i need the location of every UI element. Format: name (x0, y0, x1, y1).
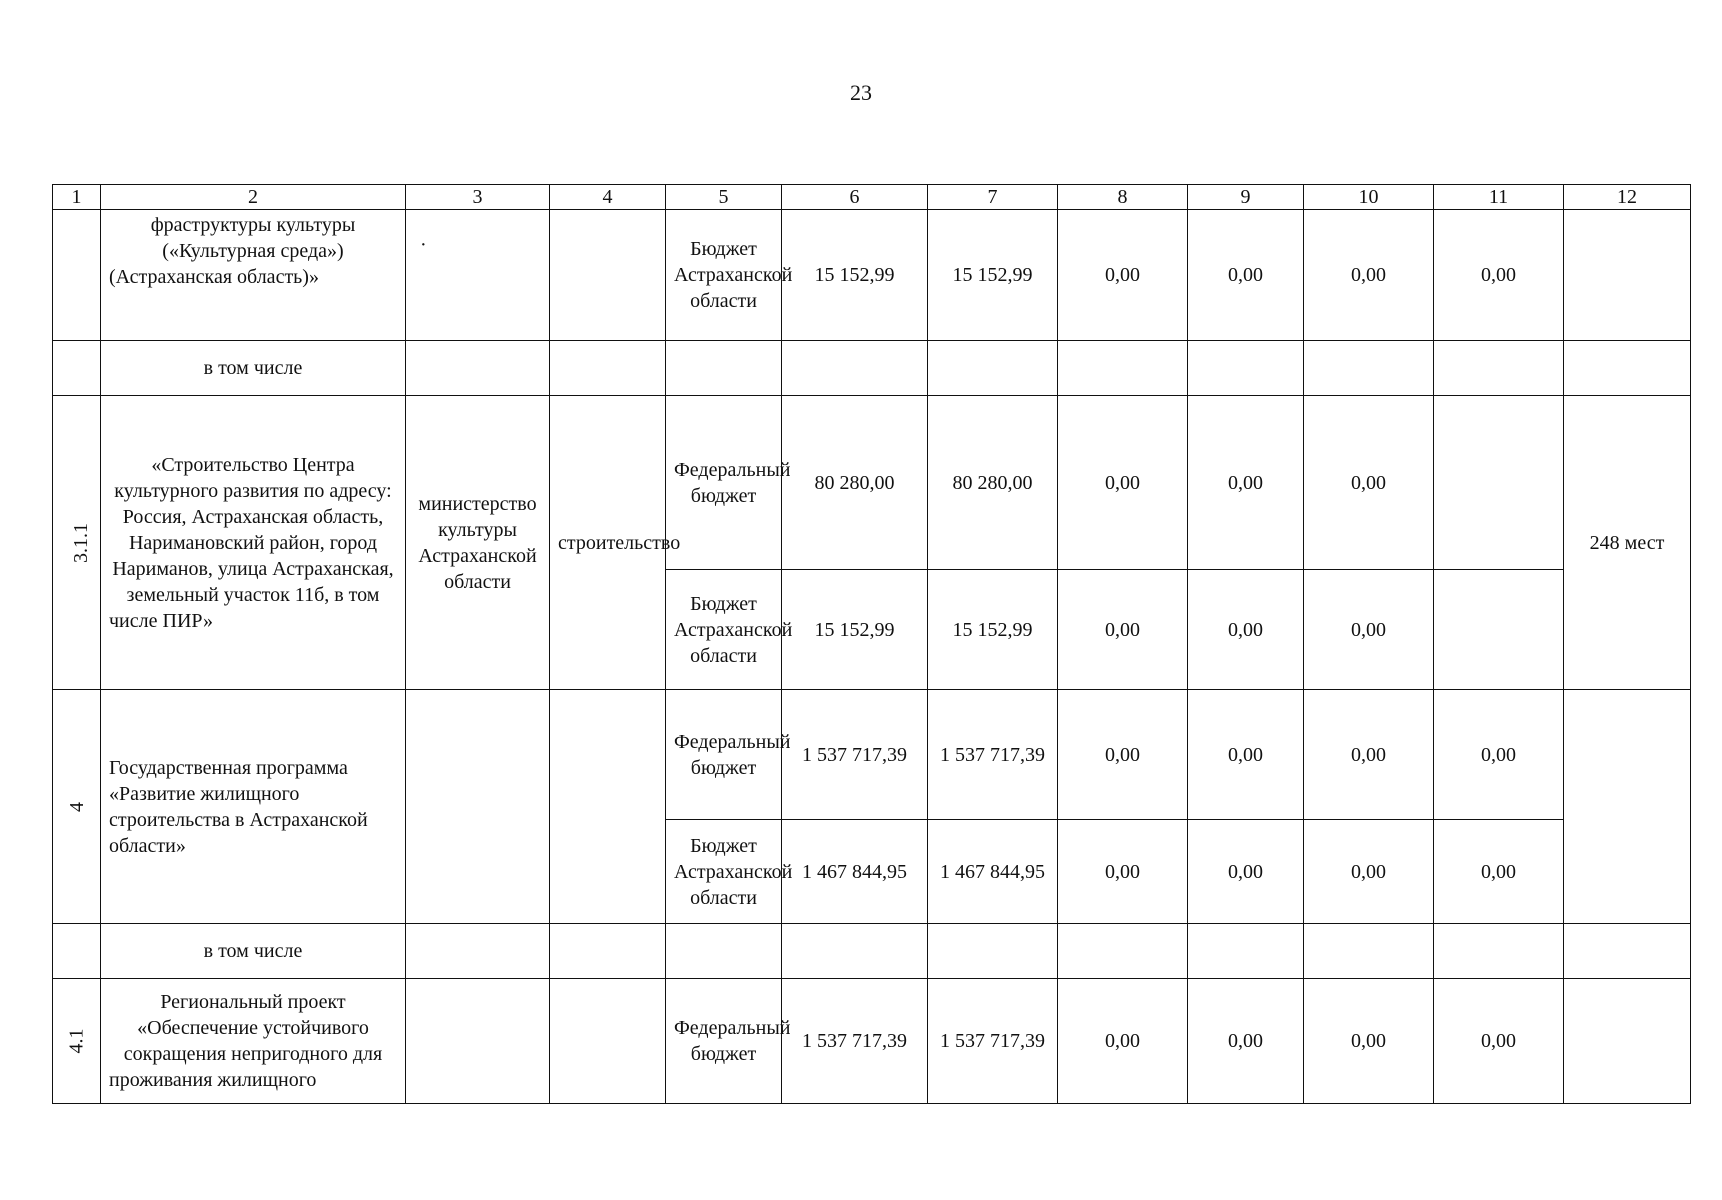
value-cell: 1 537 717,39 (928, 979, 1058, 1104)
funding-source-cell: Бюджет Астраханской области (666, 570, 782, 690)
column-number: 8 (1058, 185, 1188, 210)
value-cell: 0,00 (1188, 570, 1304, 690)
column-number: 7 (928, 185, 1058, 210)
empty-cell (928, 341, 1058, 396)
value-cell: 0,00 (1058, 979, 1188, 1104)
work-type-cell: строительство (550, 396, 666, 690)
empty-cell (1058, 924, 1188, 979)
value-cell: 0,00 (1304, 210, 1434, 341)
row-id-cell (53, 341, 101, 396)
table-row (53, 341, 1691, 396)
table-row (53, 396, 1691, 570)
page-number: 23 (850, 80, 872, 105)
value-cell: 15 152,99 (928, 210, 1058, 341)
empty-cell (1564, 924, 1691, 979)
column-number-row (53, 185, 1691, 210)
row-id-cell (53, 979, 101, 1104)
subheading-cell: в том числе (101, 341, 406, 396)
program-name-cell: Государственная программа «Развитие жилищного строительства в Астраханской области» (101, 690, 406, 924)
empty-cell (1304, 341, 1434, 396)
table-row (53, 979, 1691, 1104)
row-id-cell (53, 210, 101, 341)
empty-cell (1564, 341, 1691, 396)
value-cell: 1 537 717,39 (782, 979, 928, 1104)
row-id-cell (53, 924, 101, 979)
result-cell: 248 мест (1564, 396, 1691, 690)
executor-cell (406, 979, 550, 1104)
table-row (53, 924, 1691, 979)
budget-table (52, 184, 1691, 1104)
empty-cell (1434, 396, 1564, 570)
empty-cell (1058, 341, 1188, 396)
empty-cell (1434, 924, 1564, 979)
column-number: 5 (666, 185, 782, 210)
value-cell: 0,00 (1304, 820, 1434, 924)
table-row (53, 210, 1691, 341)
empty-cell (1434, 341, 1564, 396)
empty-cell (406, 924, 550, 979)
value-cell: 0,00 (1304, 979, 1434, 1104)
value-cell: 15 152,99 (782, 570, 928, 690)
program-name-cell: Региональный проект «Обеспечение устойчивого сокращения непригодного для проживания жилищного (101, 979, 406, 1104)
empty-cell (1434, 570, 1564, 690)
row-id-cell (53, 396, 101, 690)
value-cell: 1 467 844,95 (928, 820, 1058, 924)
program-name-cell: «Строительство Центра культурного развития по адресу: Россия, Астраханская область, Наримановский район, город Нариманов, улица Астраханская, земельный участок 11б, в том числе ПИР» (101, 396, 406, 690)
value-cell: 0,00 (1188, 979, 1304, 1104)
value-cell: 0,00 (1434, 690, 1564, 820)
funding-source-cell: Федеральный бюджет (666, 979, 782, 1104)
row-id: 3.1.1 (70, 522, 92, 563)
column-number: 6 (782, 185, 928, 210)
column-number: 1 (53, 185, 101, 210)
value-cell: 1 537 717,39 (928, 690, 1058, 820)
empty-cell (550, 924, 666, 979)
work-type-cell (550, 690, 666, 924)
column-number: 4 (550, 185, 666, 210)
subheading-cell: в том числе (101, 924, 406, 979)
empty-cell (1188, 924, 1304, 979)
executor-cell: министерство культуры Астраханской области (406, 396, 550, 690)
empty-cell (550, 341, 666, 396)
value-cell: 0,00 (1188, 396, 1304, 570)
empty-cell (1188, 341, 1304, 396)
column-number: 11 (1434, 185, 1564, 210)
value-cell: 1 467 844,95 (782, 820, 928, 924)
value-cell: 0,00 (1434, 210, 1564, 341)
funding-source-cell: Федеральный бюджет (666, 690, 782, 820)
value-cell: 0,00 (1058, 820, 1188, 924)
value-cell: 1 537 717,39 (782, 690, 928, 820)
empty-cell (928, 924, 1058, 979)
executor-cell (406, 690, 550, 924)
value-cell: 15 152,99 (782, 210, 928, 341)
table-row (53, 690, 1691, 820)
program-name-cell: фраструктуры культуры («Культурная среда») (Астраханская область)» (101, 210, 406, 341)
funding-source-cell: Бюджет Астраханской области (666, 210, 782, 341)
empty-cell (782, 341, 928, 396)
row-id: 4 (65, 801, 88, 812)
empty-cell (666, 924, 782, 979)
value-cell: 0,00 (1434, 820, 1564, 924)
funding-source-cell: Бюджет Астраханской области (666, 820, 782, 924)
empty-cell (782, 924, 928, 979)
value-cell: 0,00 (1304, 570, 1434, 690)
value-cell: 0,00 (1188, 210, 1304, 341)
executor-cell: · (406, 210, 550, 341)
result-cell (1564, 690, 1691, 924)
column-number: 3 (406, 185, 550, 210)
column-number: 12 (1564, 185, 1691, 210)
row-id: 4.1 (65, 1028, 88, 1054)
funding-source-cell: Федеральный бюджет (666, 396, 782, 570)
result-cell (1564, 979, 1691, 1104)
work-type-cell (550, 210, 666, 341)
value-cell: 0,00 (1188, 690, 1304, 820)
value-cell: 0,00 (1188, 820, 1304, 924)
row-id-cell (53, 690, 101, 924)
result-cell (1564, 210, 1691, 341)
column-number: 10 (1304, 185, 1434, 210)
empty-cell (1304, 924, 1434, 979)
value-cell: 80 280,00 (928, 396, 1058, 570)
value-cell: 0,00 (1434, 979, 1564, 1104)
value-cell: 0,00 (1304, 690, 1434, 820)
value-cell: 15 152,99 (928, 570, 1058, 690)
value-cell: 0,00 (1058, 210, 1188, 341)
value-cell: 0,00 (1058, 570, 1188, 690)
value-cell: 0,00 (1058, 690, 1188, 820)
value-cell: 0,00 (1304, 396, 1434, 570)
value-cell: 80 280,00 (782, 396, 928, 570)
empty-cell (406, 341, 550, 396)
column-number: 9 (1188, 185, 1304, 210)
value-cell: 0,00 (1058, 396, 1188, 570)
empty-cell (666, 341, 782, 396)
work-type-cell (550, 979, 666, 1104)
column-number: 2 (101, 185, 406, 210)
